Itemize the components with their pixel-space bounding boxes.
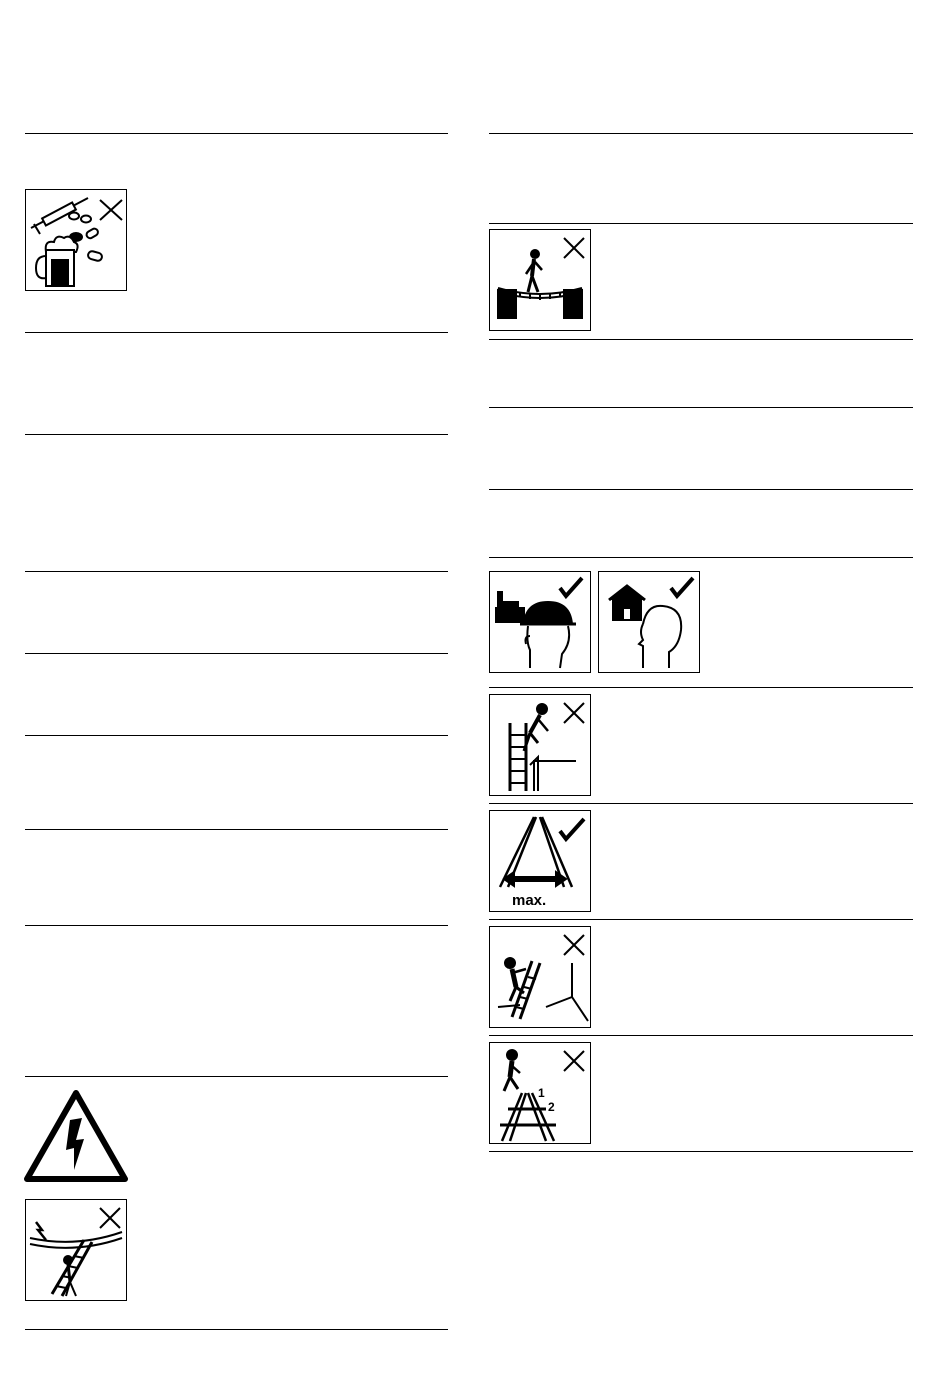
high-voltage-warning-icon <box>24 1090 128 1182</box>
divider <box>489 557 913 558</box>
divider <box>489 919 913 920</box>
divider <box>25 434 448 435</box>
divider <box>489 339 913 340</box>
divider <box>25 1329 448 1330</box>
divider <box>25 829 448 830</box>
divider <box>489 489 913 490</box>
divider <box>489 133 913 134</box>
divider <box>25 133 448 134</box>
step-number-2: 2 <box>548 1100 555 1114</box>
max-label: max. <box>512 892 547 909</box>
household-use-icon <box>598 571 700 673</box>
step-number-1: 1 <box>538 1086 545 1100</box>
ladder-side-access-icon <box>489 926 591 1028</box>
divider <box>25 1076 448 1077</box>
divider <box>489 223 913 224</box>
divider <box>25 653 448 654</box>
divider <box>489 687 913 688</box>
divider <box>25 571 448 572</box>
divider <box>25 735 448 736</box>
ladder-power-lines-icon <box>25 1199 127 1301</box>
drugs-alcohol-icon <box>25 189 127 291</box>
professional-use-icon <box>489 571 591 673</box>
ladder-as-bridge-icon <box>489 229 591 331</box>
divider <box>25 332 448 333</box>
divider <box>489 1151 913 1152</box>
stepping-off-ladder-icon <box>489 694 591 796</box>
divider <box>489 803 913 804</box>
divider <box>25 925 448 926</box>
step-ladder-steps-icon <box>489 1042 591 1144</box>
ladder-max-spread-icon <box>489 810 591 912</box>
divider <box>489 407 913 408</box>
divider <box>489 1035 913 1036</box>
